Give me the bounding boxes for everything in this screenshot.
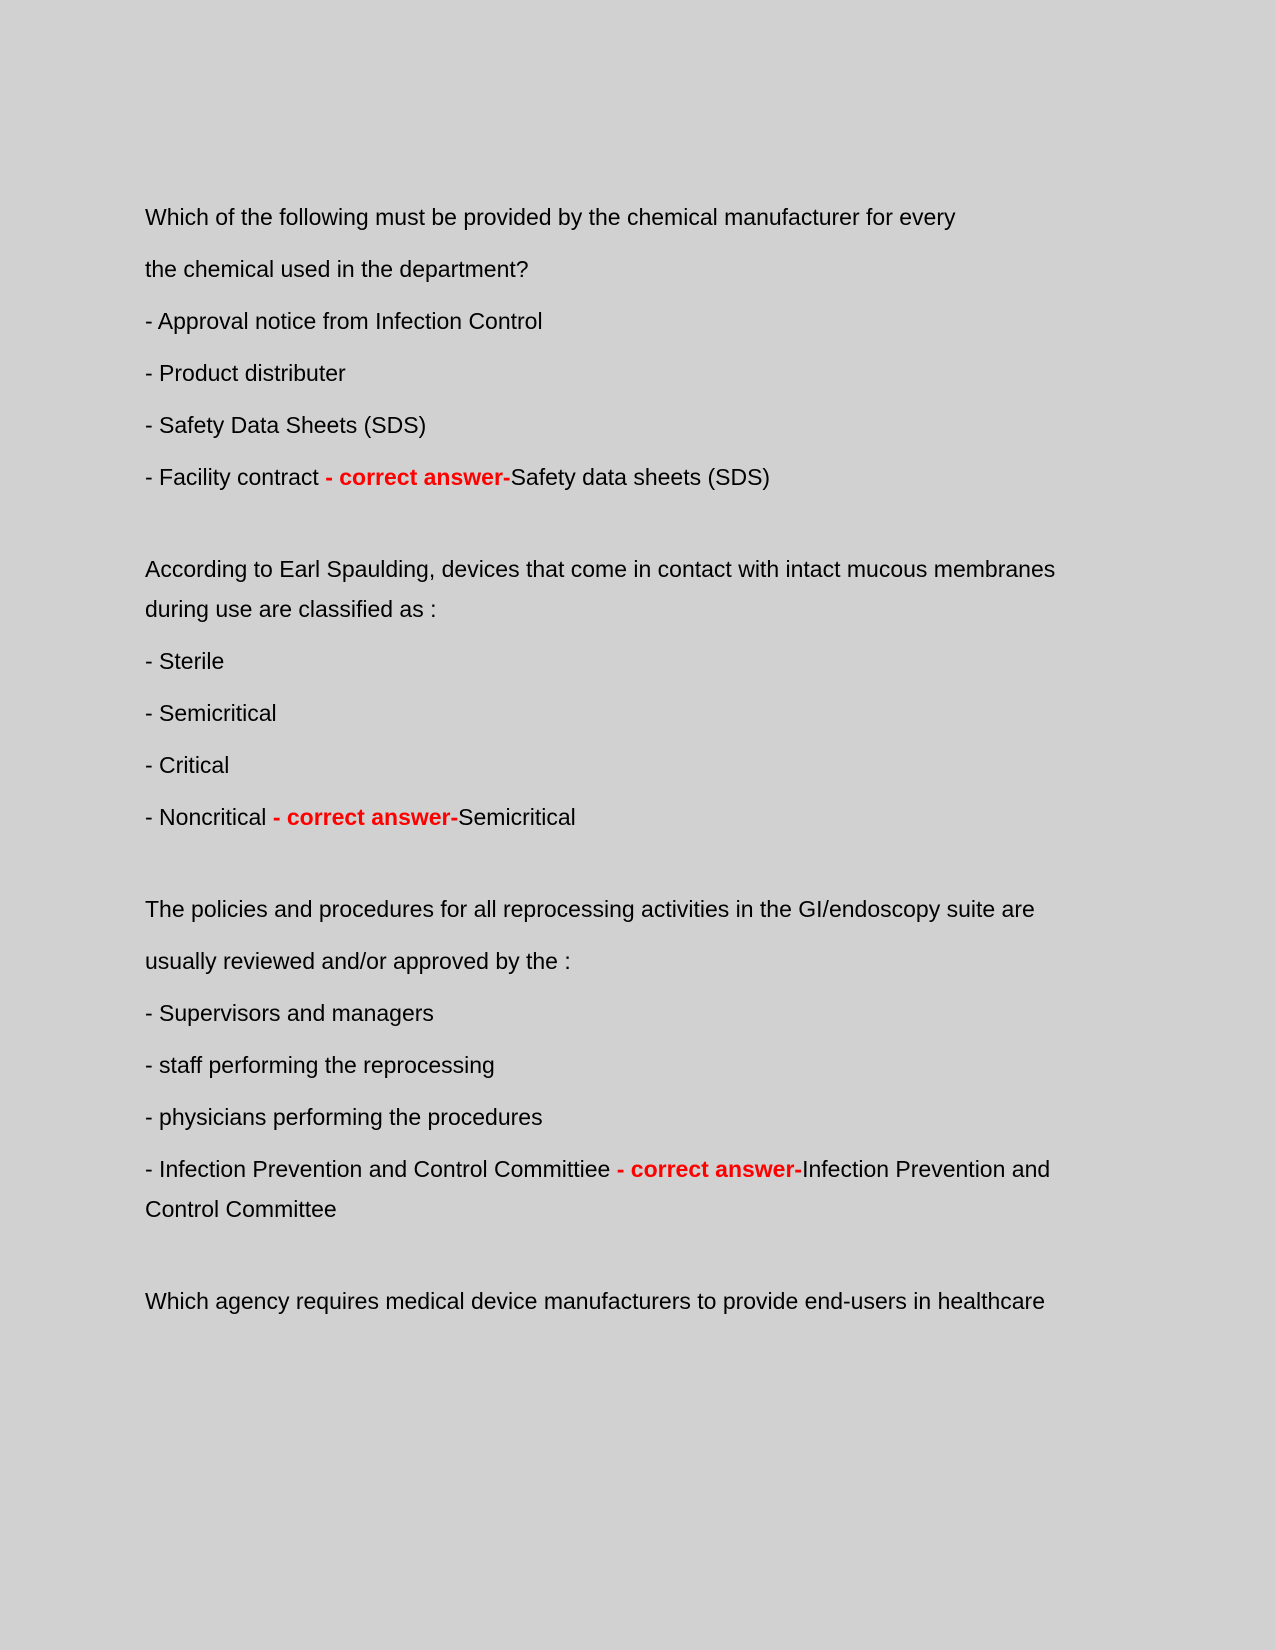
answer-option <box>145 405 1060 445</box>
answer-option <box>145 1149 1060 1229</box>
question-prompt: According to Earl Spaulding, devices that come in contact with intact mucous membranes during use are classified as : <box>145 556 1056 622</box>
correct-answer-marker: - correct answer- <box>616 1156 803 1182</box>
answer-option-text: - Noncritical <box>145 804 273 830</box>
question-prompt: the chemical used in the department? <box>145 256 529 282</box>
question-block <box>145 889 1060 1229</box>
answer-option <box>145 457 1060 497</box>
question-prompt: Which of the following must be provided by the chemical manufacturer for every <box>145 204 956 230</box>
answer-option <box>145 1097 1060 1137</box>
question-prompt: usually reviewed and/or approved by the : <box>145 948 571 974</box>
answer-option <box>145 693 1060 733</box>
question-block <box>145 549 1060 837</box>
answer-option-text: - Infection Prevention and Control Committiee <box>145 1156 617 1182</box>
answer-option <box>145 745 1060 785</box>
answer-option-text: - Product distributer <box>145 360 346 386</box>
answer-option-text: - Facility contract <box>145 464 326 490</box>
answer-option <box>145 1045 1060 1085</box>
correct-answer-marker: - correct answer- <box>325 464 511 490</box>
answer-option <box>145 993 1060 1033</box>
question-block <box>145 1281 1060 1321</box>
correct-answer-text: Infection Prevention and Control Committee <box>145 1156 1051 1222</box>
correct-answer-text: Semicritical <box>458 804 576 830</box>
correct-answer-text: Safety data sheets (SDS) <box>510 464 771 490</box>
answer-option-text: - Approval notice from Infection Control <box>145 308 543 334</box>
answer-option-text: - physicians performing the procedures <box>145 1104 543 1130</box>
answer-option-text: - staff performing the reprocessing <box>145 1052 495 1078</box>
answer-option <box>145 301 1060 341</box>
answer-option <box>145 797 1060 837</box>
answer-option-text: - Semicritical <box>145 700 277 726</box>
question-block <box>145 197 1060 497</box>
answer-option-text: - Safety Data Sheets (SDS) <box>145 412 427 438</box>
correct-answer-marker: - correct answer- <box>272 804 459 830</box>
answer-option-text: - Critical <box>145 752 230 778</box>
answer-option <box>145 641 1060 681</box>
questions-container <box>145 197 1060 1321</box>
answer-option <box>145 353 1060 393</box>
question-prompt: The policies and procedures for all reprocessing activities in the GI/endoscopy suite are <box>145 896 1035 922</box>
question-prompt: Which agency requires medical device manufacturers to provide end-users in healthcare <box>145 1288 1046 1314</box>
answer-option-text: - Supervisors and managers <box>145 1000 434 1026</box>
answer-option-text: - Sterile <box>145 648 225 674</box>
